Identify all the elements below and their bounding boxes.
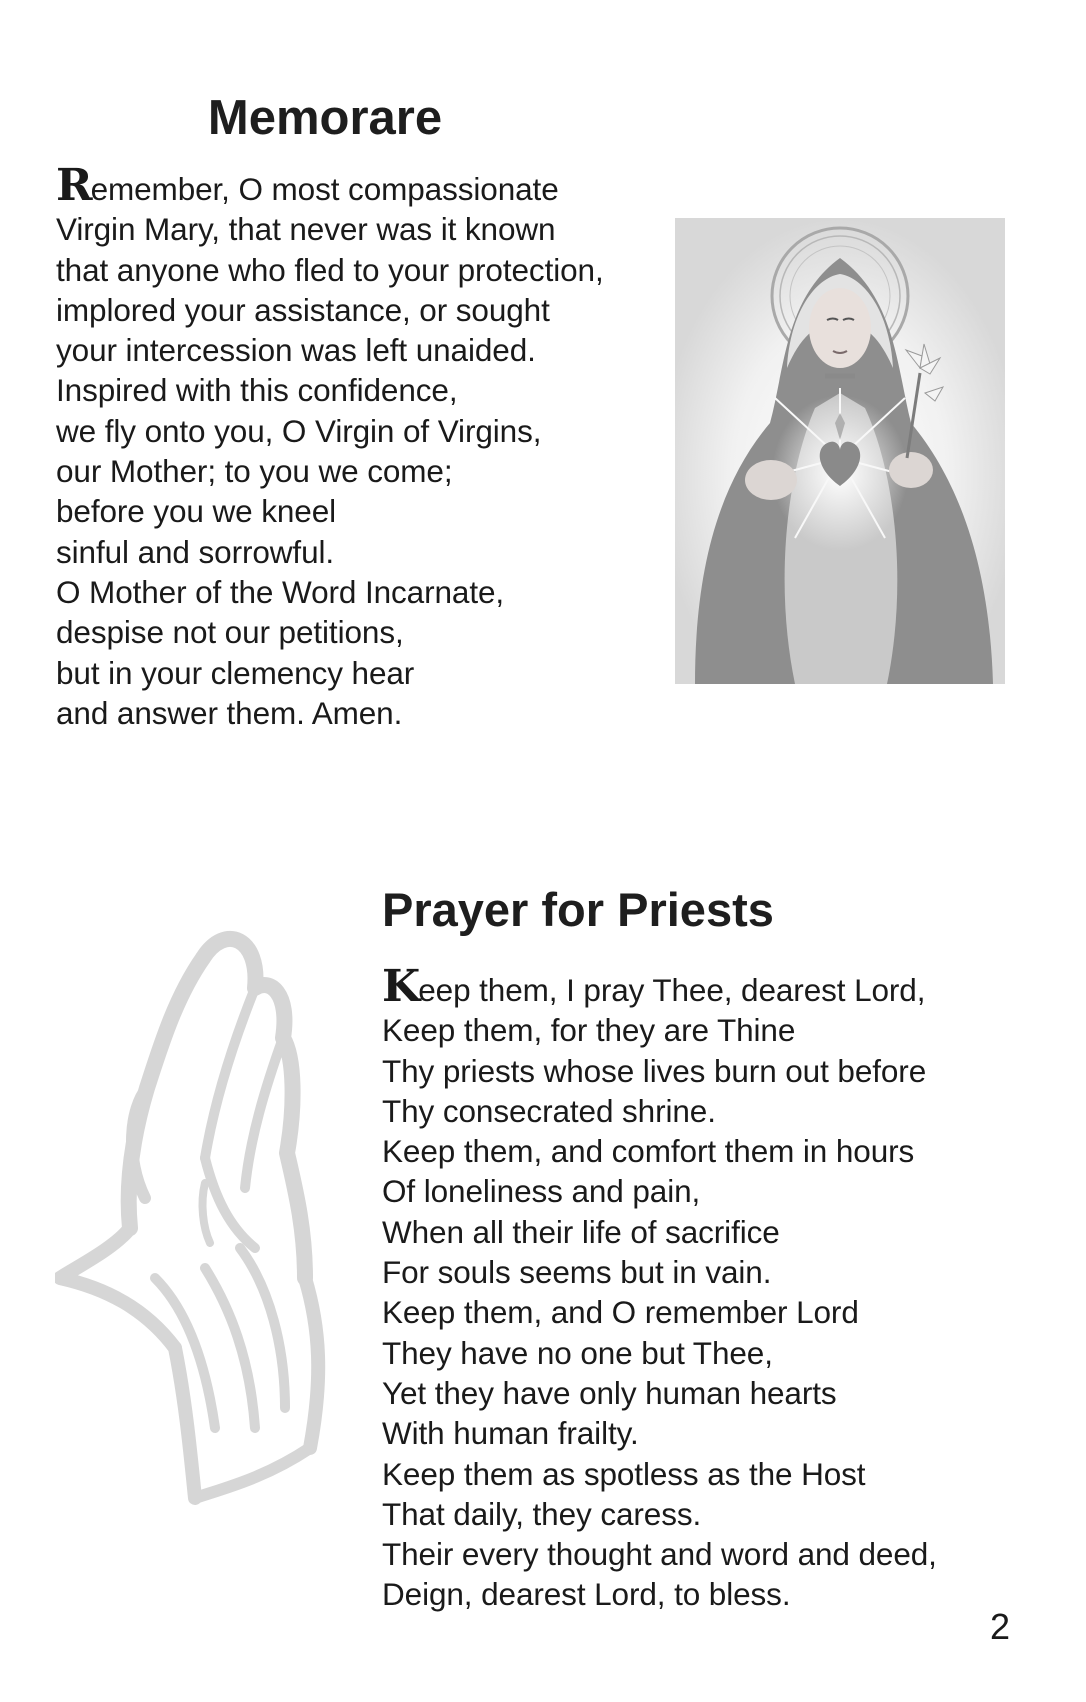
priests-line: Their every thought and word and deed, xyxy=(382,1536,937,1573)
priests-line: Thy priests whose lives burn out before xyxy=(382,1052,927,1089)
priests-line: Thy consecrated shrine. xyxy=(382,1092,716,1129)
memorare-line: despise not our petitions, xyxy=(56,614,404,651)
priests-line: That daily, they caress. xyxy=(382,1495,702,1532)
memorare-line: that anyone who fled to your protection, xyxy=(56,251,604,288)
memorare-first-line-text: emember, O most compassionate xyxy=(90,171,559,207)
priests-line: Keep them, for they are Thine xyxy=(382,1012,796,1049)
priests-line: Deign, dearest Lord, to bless. xyxy=(382,1576,791,1613)
memorare-line: Inspired with this confidence, xyxy=(56,372,458,409)
priests-line: Of loneliness and pain, xyxy=(382,1173,701,1210)
prayer-for-priests-text xyxy=(382,961,1032,1615)
prayer-for-priests-title: Prayer for Priests xyxy=(382,883,774,936)
memorare-title: Memorare xyxy=(207,91,443,145)
memorare-dropcap: R xyxy=(56,160,91,211)
memorare-line: your intercession was left unaided. xyxy=(56,332,536,369)
priests-first-line-text: eep them, I pray Thee, dearest Lord, xyxy=(418,972,926,1008)
memorare-line: before you we kneel xyxy=(56,493,337,530)
priests-line: Yet they have only human hearts xyxy=(382,1374,837,1411)
memorare-line: O Mother of the Word Incarnate, xyxy=(56,573,505,610)
priests-line: Keep them, and O remember Lord xyxy=(382,1294,859,1331)
memorare-line: sinful and sorrowful. xyxy=(56,533,335,570)
memorare-line: Virgin Mary, that never was it known xyxy=(56,211,556,248)
immaculate-heart-of-mary-image xyxy=(675,218,1005,684)
priests-line: Keep them, and comfort them in hours xyxy=(382,1133,915,1170)
memorare-prayer-text xyxy=(56,160,676,733)
priests-dropcap: K xyxy=(382,961,419,1012)
priests-line: They have no one but Thee, xyxy=(382,1334,773,1371)
memorare-line: our Mother; to you we come; xyxy=(56,453,453,490)
memorare-line: we fly onto you, O Virgin of Virgins, xyxy=(56,412,542,449)
memorare-line: implored your assistance, or sought xyxy=(56,291,550,328)
memorare-line: and answer them. Amen. xyxy=(56,694,403,731)
priests-first-line xyxy=(382,961,1032,1012)
page-number: 2 xyxy=(989,1606,1010,1647)
priests-line: When all their life of sacrifice xyxy=(382,1213,780,1250)
memorare-first-line xyxy=(56,160,676,211)
priests-line: With human frailty. xyxy=(382,1415,639,1452)
praying-hands-image xyxy=(55,928,345,1508)
memorare-line: but in your clemency hear xyxy=(56,654,415,691)
priests-line: For souls seems but in vain. xyxy=(382,1254,772,1291)
priests-line: Keep them as spotless as the Host xyxy=(382,1455,866,1492)
